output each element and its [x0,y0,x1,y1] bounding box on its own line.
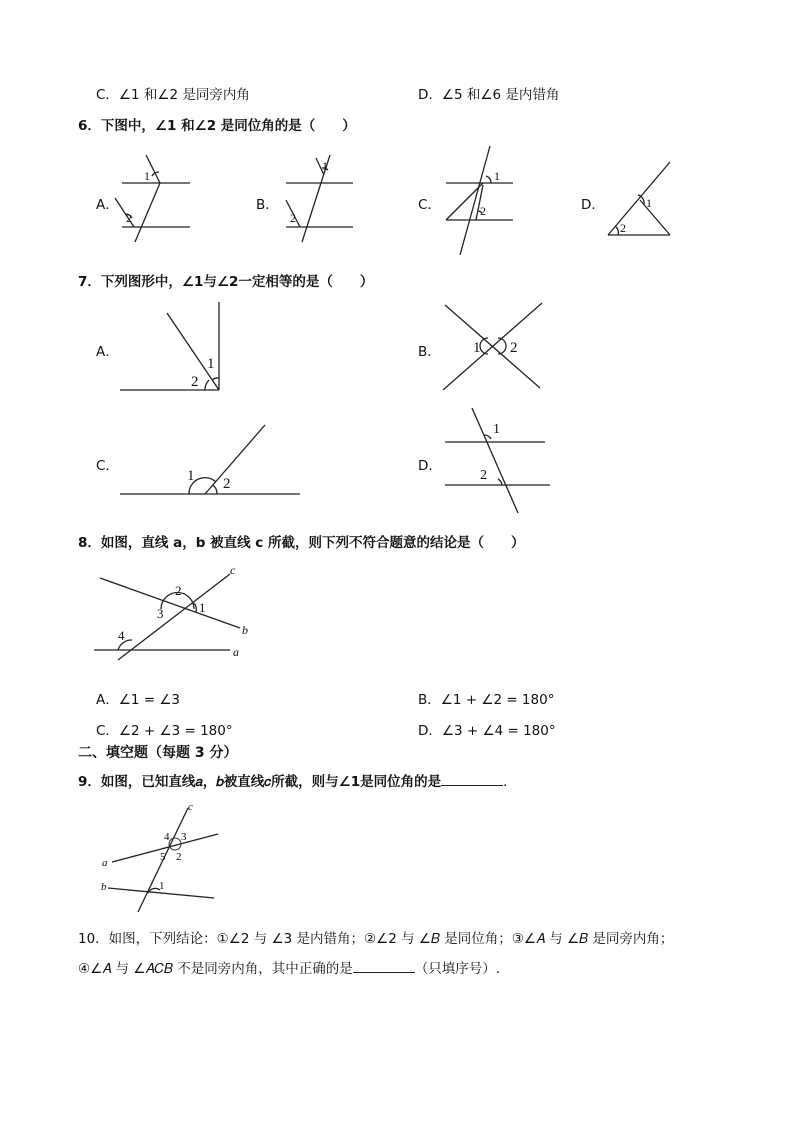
q8-figure [88,560,258,665]
svg-text:1: 1 [199,600,206,615]
svg-text:1: 1 [187,468,195,484]
svg-text:3: 3 [181,831,187,843]
svg-text:2: 2 [126,211,132,225]
svg-text:2: 2 [620,221,626,235]
q6-figure-d [600,160,680,240]
svg-text:2: 2 [290,211,296,225]
svg-text:b: b [242,623,248,637]
q7-figure-c [115,422,305,502]
svg-text:2: 2 [480,204,486,218]
q9-figure [98,800,223,915]
q10-line1: 10．如图，下列结论：①∠2 与 ∠3 是内错角；②∠2 与 ∠𝐵 是同位角；③∠𝐴 与 ∠𝐵 是同旁内角； [78,931,674,947]
svg-text:1: 1 [159,880,165,892]
q8-option-c: C．∠2 + ∠3 = 180° [96,723,233,739]
svg-text:4: 4 [164,831,170,843]
q6-figure-b [278,150,368,245]
svg-text:2: 2 [176,851,182,863]
svg-text:c: c [188,801,193,813]
q9-line: 9．如图，已知直线𝑎，𝑏被直线𝑐所截，则与∠1是同位角的是 ． [78,774,517,790]
q10-answer-blank[interactable] [353,960,415,973]
svg-text:1: 1 [646,196,652,210]
q5-option-c: C．∠1 和∠2 是同旁内角 [96,87,250,103]
q9-answer-blank[interactable] [441,773,503,786]
q6-figure-a [110,150,200,245]
svg-text:4: 4 [118,628,125,643]
q7-label-a: A． [96,344,119,360]
q6-label-a: A． [96,197,119,213]
q6-figure-c [438,143,528,258]
q9-stem: 9．如图，已知直线𝑎，𝑏被直线𝑐所截，则与∠1是同位角的是 [78,774,442,790]
q6-label-d: D． [581,197,605,213]
q5-option-d: D．∠5 和∠6 是内错角 [418,87,560,103]
svg-text:2: 2 [175,583,182,598]
svg-text:2: 2 [191,374,199,390]
svg-text:1: 1 [144,169,150,183]
svg-text:2: 2 [480,468,487,483]
svg-text:a: a [102,857,108,869]
q7-label-d: D． [418,458,442,474]
q7-label-b: B． [418,344,441,360]
svg-text:5: 5 [160,851,166,863]
svg-text:2: 2 [223,476,231,492]
svg-text:2: 2 [510,340,518,356]
q7-stem: 7．下列图形中，∠1与∠2一定相等的是（ ） [78,274,374,290]
q10-line2: ④∠𝐴 与 ∠𝐴𝐶𝐵 不是同旁内角，其中正确的是 （只填序号）. [78,961,500,977]
q8-option-a: A．∠1 = ∠3 [96,692,181,708]
svg-text:1: 1 [207,356,215,372]
q8-option-d: D．∠3 + ∠4 = 180° [418,723,556,739]
svg-text:1: 1 [322,159,328,173]
q8-option-b: B．∠1 + ∠2 = 180° [418,692,555,708]
svg-text:3: 3 [157,606,164,621]
svg-text:1: 1 [473,340,481,356]
q7-label-c: C． [96,458,119,474]
q7-figure-a [115,298,230,398]
q6-stem: 6．下图中，∠1 和∠2 是同位角的是（ ） [78,118,356,134]
q7-figure-b [440,300,550,395]
q8-stem: 8．如图，直线 a，b 被直线 c 所截，则下列不符合题意的结论是（ ） [78,535,525,551]
q6-label-c: C． [418,197,441,213]
q7-figure-d [440,405,555,515]
svg-text:1: 1 [493,422,500,437]
svg-text:1: 1 [494,169,500,183]
svg-text:b: b [101,881,107,893]
q6-label-b: B． [256,197,279,213]
svg-text:c: c [230,563,236,577]
svg-text:a: a [233,645,239,659]
section-heading: 二、填空题（每题 3 分） [78,745,238,761]
